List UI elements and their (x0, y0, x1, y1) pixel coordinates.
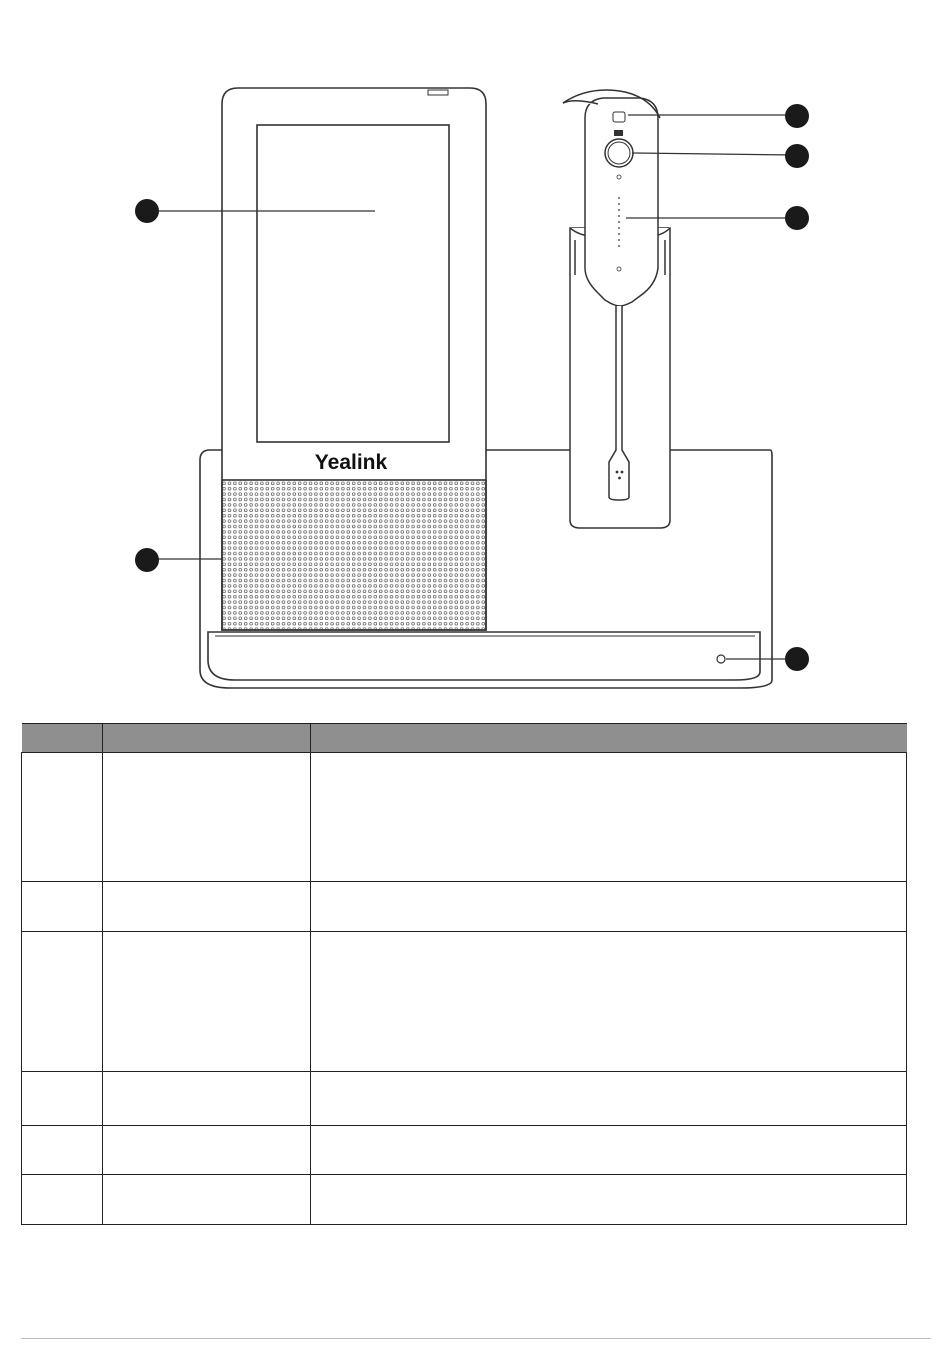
table-cell (103, 932, 311, 1072)
table-cell (22, 882, 103, 932)
table-header-cell (103, 724, 311, 753)
table-header-row (22, 724, 907, 753)
table-header-cell (311, 724, 907, 753)
table-cell (311, 1175, 907, 1225)
table-cell (22, 932, 103, 1072)
table-row (22, 1126, 907, 1175)
footer-divider (21, 1338, 931, 1339)
table-cell (22, 1175, 103, 1225)
table-cell (311, 1072, 907, 1126)
table-cell (103, 1126, 311, 1175)
callout-screen (135, 199, 159, 223)
base-led (717, 655, 725, 663)
table-cell (22, 1126, 103, 1175)
table-cell (22, 1072, 103, 1126)
callout-headset-top (785, 104, 809, 128)
callout-base-led (785, 647, 809, 671)
table-cell (311, 882, 907, 932)
table-cell (103, 753, 311, 882)
callout-headset-indicator (785, 206, 809, 230)
brand-logo: Yealink (314, 451, 388, 474)
table-cell (311, 1126, 907, 1175)
table-row (22, 1175, 907, 1225)
table-row (22, 932, 907, 1072)
table-row (22, 1072, 907, 1126)
spec-table (21, 723, 907, 1225)
table-cell (103, 1175, 311, 1225)
callout-headset-button (785, 144, 809, 168)
table-row (22, 753, 907, 882)
table-cell (103, 882, 311, 932)
tablet-handset (222, 88, 486, 630)
table-cell (311, 753, 907, 882)
volume-indicator-dots (618, 197, 620, 247)
table-row (22, 882, 907, 932)
table-header-cell (22, 724, 103, 753)
table-cell (103, 1072, 311, 1126)
callout-speaker (135, 548, 159, 572)
speaker-grille (222, 480, 486, 630)
table-cell (311, 932, 907, 1072)
table-cell (22, 753, 103, 882)
touch-screen (257, 125, 449, 442)
